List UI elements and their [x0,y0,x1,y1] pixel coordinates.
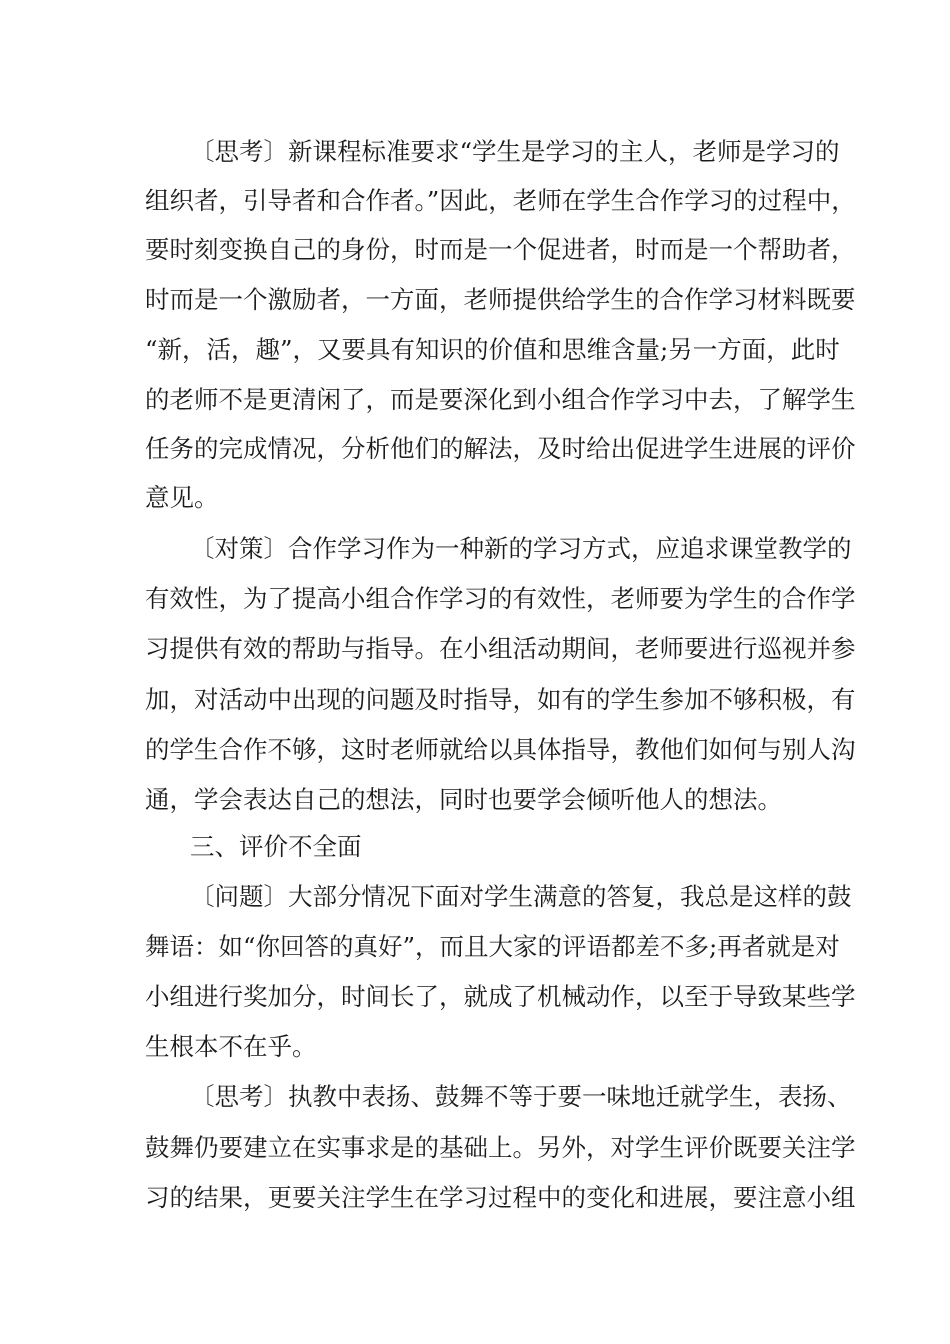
text-line: 的学生合作不够，这时老师就给以具体指导，教他们如何与别人沟 [145,735,856,764]
text-line: 习提供有效的帮助与指导。在小组活动期间，老师要进行巡视并参 [145,634,856,663]
text-line: 习的结果，更要关注学生在学习过程中的变化和进展，要注意小组 [145,1183,856,1212]
text-line: 时而是一个激励者，一方面，老师提供给学生的合作学习材料既要 [145,285,856,314]
text-line: 小组进行奖加分，时间长了，就成了机械动作，以至于导致某些学 [145,982,856,1011]
text-line: 通，学会表达自己的想法，同时也要学会倾听他人的想法。 [145,785,782,814]
text-line: 意见。 [145,483,219,512]
text-line: 〔问题〕大部分情况下面对学生满意的答复，我总是这样的鼓 [190,882,852,911]
text-line: 鼓舞仍要建立在实事求是的基础上。另外，对学生评价既要关注学 [145,1133,856,1162]
text-line: 加，对活动中出现的问题及时指导，如有的学生参加不够积极，有 [145,685,856,714]
text-line: 要时刻变换自己的身份，时而是一个促进者，时而是一个帮助者， [145,235,856,264]
text-line: 有效性，为了提高小组合作学习的有效性，老师要为学生的合作学 [145,584,856,613]
text-line: 舞语：如“你回答的真好”，而且大家的评语都差不多;再者就是对 [145,932,840,961]
text-line: 任务的完成情况，分析他们的解法，及时给出促进学生进展的评价 [145,434,856,463]
text-line: 〔思考〕执教中表扬、鼓舞不等于要一味地迁就学生，表扬、 [190,1082,852,1111]
section-heading: 三、评价不全面 [190,832,362,861]
text-line: 〔思考〕新课程标准要求“学生是学习的主人，老师是学习的 [190,137,840,166]
text-line: “新，活，趣”，又要具有知识的价值和思维含量;另一方面，此时 [145,335,840,364]
text-line: 〔对策〕合作学习作为一种新的学习方式，应追求课堂教学的 [190,534,852,563]
text-line: 组织者，引导者和合作者。”因此，老师在学生合作学习的过程中， [145,186,856,215]
text-line: 生根本不在乎。 [145,1032,317,1061]
text-line: 的老师不是更清闲了，而是要深化到小组合作学习中去，了解学生 [145,385,856,414]
